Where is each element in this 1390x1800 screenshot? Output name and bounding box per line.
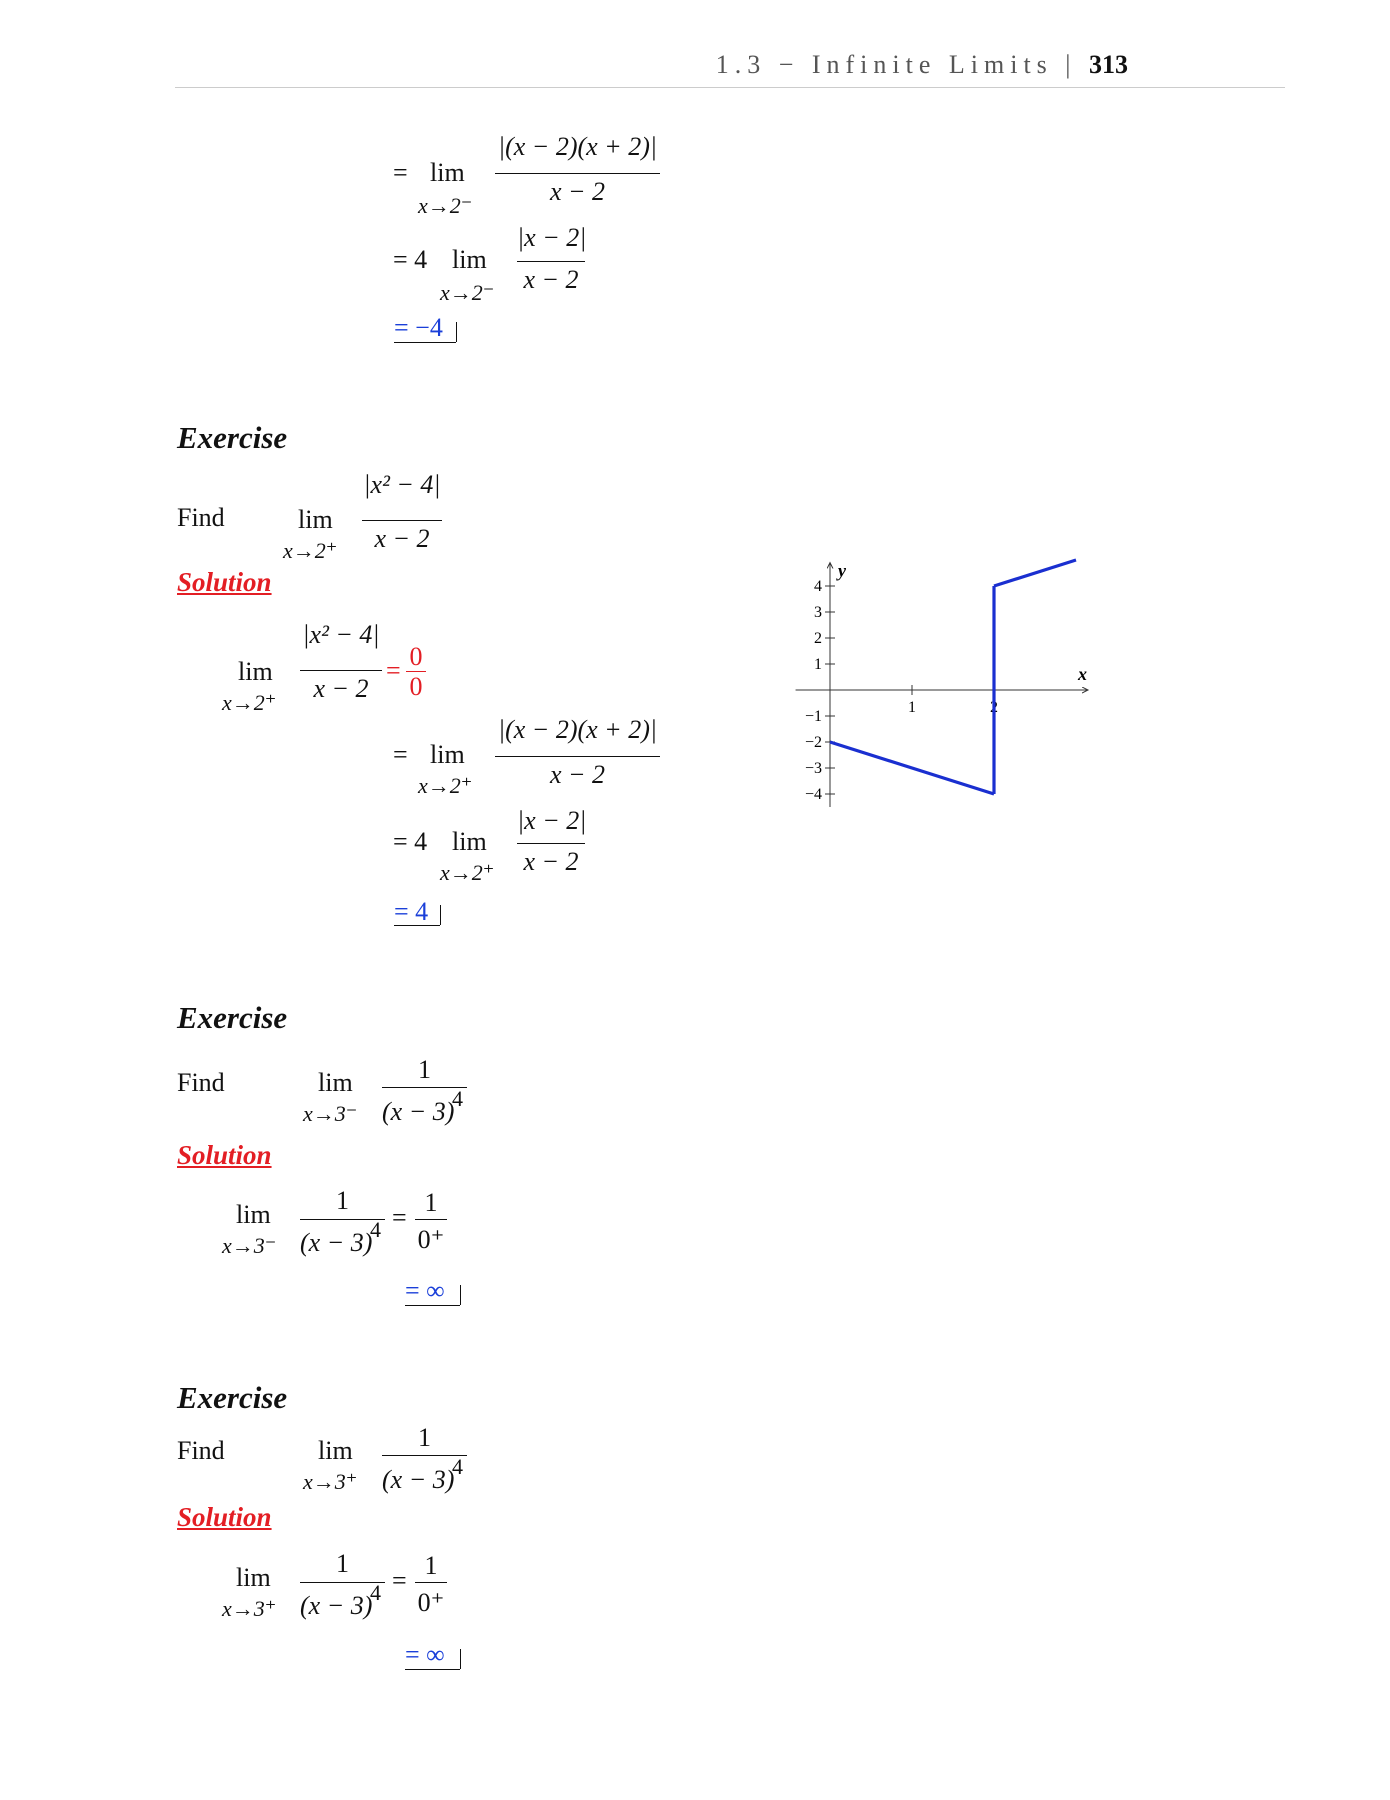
ratio-denominator: 0⁺	[417, 1225, 445, 1254]
find-label: Find	[177, 1068, 225, 1097]
fraction-numerator: |x² − 4|	[363, 470, 441, 499]
equals-four: = 4	[393, 827, 428, 856]
result-value: = 4	[394, 897, 429, 926]
lim-subscript: x→2⁺	[418, 773, 473, 798]
y-tick-label: −1	[804, 708, 822, 725]
lim-operator: lim	[298, 505, 333, 534]
fraction-denominator: x − 2	[523, 847, 579, 876]
exercise-heading: Exercise	[177, 420, 288, 455]
x-tick-label: 1	[908, 699, 916, 716]
solution-heading: Solution	[177, 1140, 272, 1170]
section-title: 1.3 − Infinite Limits |	[715, 50, 1077, 79]
running-header	[716, 50, 1128, 80]
lim-subscript: x→3⁻	[303, 1101, 358, 1126]
fraction-bar	[495, 173, 660, 174]
fraction-numerator: 1	[336, 1186, 349, 1215]
fraction-denominator: x − 2	[549, 760, 606, 789]
result-value: = −4	[394, 313, 443, 342]
exercise-heading: Exercise	[177, 1380, 288, 1415]
fraction-numerator: |(x − 2)(x + 2)|	[497, 715, 658, 744]
x-axis-label: x	[1078, 664, 1087, 684]
exponent: 4	[370, 1217, 381, 1242]
lim-operator: lim	[430, 158, 465, 187]
result-box-bottom	[394, 925, 440, 926]
equals-sign: =	[386, 656, 401, 685]
lim-operator: lim	[318, 1436, 353, 1465]
fraction-denominator: (x − 3)	[382, 1465, 455, 1494]
exponent: 4	[452, 1454, 463, 1479]
solution-heading: Solution	[177, 1502, 272, 1532]
ratio-bar	[415, 1219, 447, 1220]
equals-sign: =	[393, 740, 408, 769]
fraction-denominator: (x − 3)	[382, 1097, 455, 1126]
ratio-denominator: 0⁺	[417, 1588, 445, 1617]
fraction-denominator: x − 2	[374, 524, 430, 553]
y-tick-label: 2	[814, 630, 822, 647]
find-label: Find	[177, 1436, 225, 1465]
y-tick-label: 4	[814, 578, 822, 595]
lim-operator: lim	[318, 1068, 353, 1097]
indeterminate-numerator: 0	[409, 642, 423, 671]
y-tick-label: −3	[804, 760, 822, 777]
fraction-denominator: (x − 3)	[300, 1591, 373, 1620]
lim-operator: lim	[238, 657, 273, 686]
fraction-bar	[517, 843, 585, 844]
page-number: 313	[1089, 50, 1128, 79]
fraction-bar	[495, 756, 660, 757]
equals-sign: =	[392, 1203, 407, 1232]
y-tick-label: −2	[804, 734, 822, 751]
fraction-denominator: x − 2	[549, 177, 606, 206]
y-tick-label: 1	[814, 656, 822, 673]
fraction-numerator: 1	[418, 1055, 431, 1084]
equals-four: = 4	[393, 245, 428, 274]
result-box-side	[420, 905, 441, 925]
lim-subscript: x→3⁺	[222, 1596, 277, 1621]
lim-operator: lim	[452, 245, 487, 274]
ratio-numerator: 1	[424, 1551, 438, 1580]
fraction-numerator: 1	[418, 1423, 431, 1452]
fraction-numerator: |(x − 2)(x + 2)|	[497, 132, 658, 161]
equals-sign: =	[392, 1566, 407, 1595]
fraction-denominator: x − 2	[313, 674, 369, 703]
graph-line	[994, 560, 1076, 586]
result-box-side	[436, 322, 457, 342]
y-tick-label: −4	[804, 786, 822, 803]
equals-sign: =	[393, 158, 408, 187]
fraction-denominator: (x − 3)	[300, 1228, 373, 1257]
fraction-numerator: |x − 2|	[517, 806, 587, 835]
y-axis-label: y	[838, 560, 846, 581]
ratio-numerator: 1	[424, 1188, 438, 1217]
result-box-bottom	[394, 342, 456, 343]
graph-line	[830, 742, 994, 794]
y-tick-label: 3	[814, 604, 822, 621]
lim-subscript: x→2⁻	[418, 193, 473, 218]
fraction-bar	[362, 520, 442, 521]
fraction-denominator: x − 2	[523, 265, 579, 294]
result-box-side	[440, 1285, 461, 1305]
fraction-bar	[300, 670, 382, 671]
lim-subscript: x→3⁺	[303, 1469, 358, 1494]
fraction-numerator: |x² − 4|	[302, 620, 380, 649]
lim-subscript: x→2⁻	[440, 280, 495, 305]
fraction-numerator: |x − 2|	[517, 223, 587, 252]
lim-operator: lim	[452, 827, 487, 856]
exponent: 4	[370, 1580, 381, 1605]
fraction-bar	[517, 261, 585, 262]
result-box-bottom	[405, 1305, 460, 1306]
ratio-bar	[415, 1582, 447, 1583]
piecewise-graph	[760, 560, 1087, 830]
exponent: 4	[452, 1086, 463, 1111]
lim-operator: lim	[236, 1563, 271, 1592]
result-value: = ∞	[405, 1276, 445, 1305]
lim-subscript: x→2⁺	[222, 690, 277, 715]
header-rule	[175, 87, 1285, 88]
lim-operator: lim	[236, 1200, 271, 1229]
exercise-heading: Exercise	[177, 1000, 288, 1035]
lim-subscript: x→2⁺	[440, 860, 495, 885]
lim-subscript: x→2⁺	[283, 538, 338, 563]
result-value: = ∞	[405, 1640, 445, 1669]
find-label: Find	[177, 503, 225, 532]
lim-operator: lim	[430, 740, 465, 769]
solution-heading: Solution	[177, 567, 272, 597]
lim-subscript: x→3⁻	[222, 1233, 277, 1258]
indeterminate-denominator: 0	[409, 672, 423, 701]
result-box-bottom	[405, 1669, 460, 1670]
result-box-side	[440, 1649, 461, 1669]
fraction-numerator: 1	[336, 1549, 349, 1578]
x-tick-label: 2	[990, 699, 998, 716]
